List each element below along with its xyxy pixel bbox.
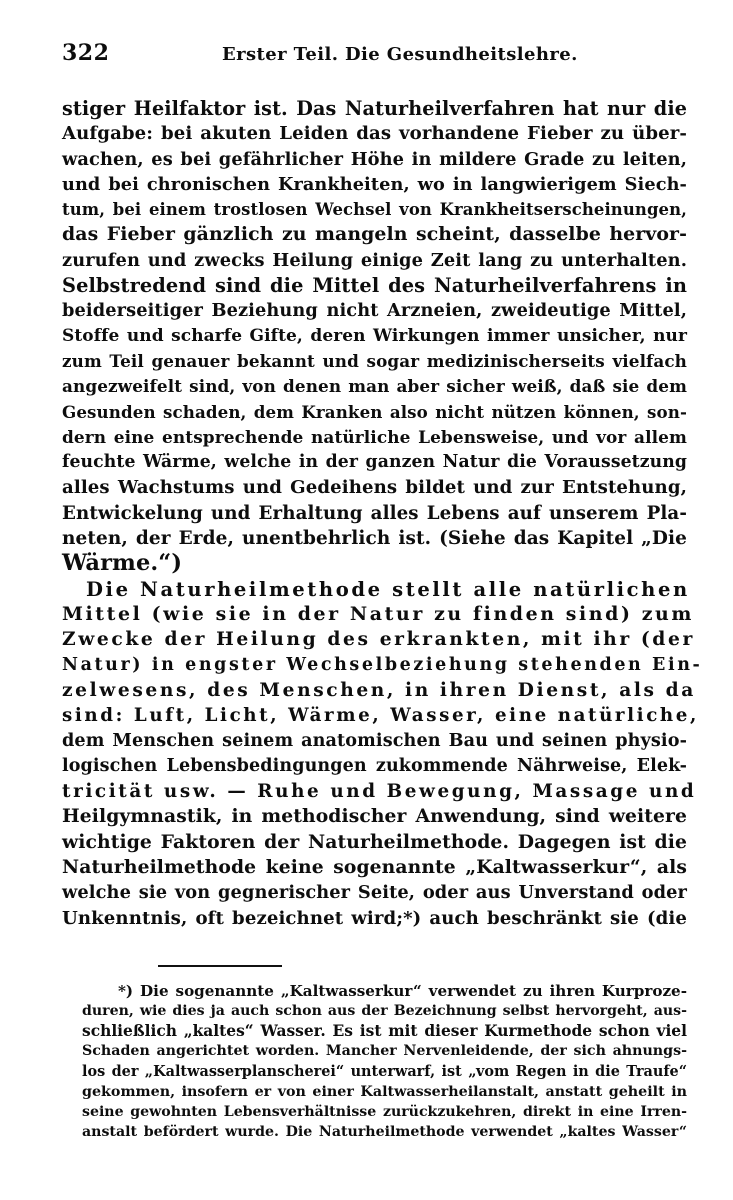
footnote-separator bbox=[158, 965, 282, 967]
footnote-line: duren, wie dies ja auch schon aus der Bezeichnung selbst hervorgeht, aus- bbox=[82, 1002, 687, 1019]
text-line: beiderseitiger Beziehung nicht Arzneien, zweideutige Mittel, bbox=[62, 300, 687, 322]
text-line: wachen, es bei gefährlicher Höhe in mildere Grade zu leiten, bbox=[62, 148, 687, 170]
text-line: feuchte Wärme, welche in der ganzen Natur die Voraussetzung bbox=[62, 452, 687, 473]
text-line: tricität usw. — Ruhe und Bewegung, Massage und bbox=[62, 781, 697, 803]
text-line: angezweifelt sind, von denen man aber sicher weiß, daß sie dem bbox=[62, 376, 687, 397]
footnote bbox=[62, 981, 687, 1143]
text-line: neten, der Erde, unentbehrlich ist. (Siehe das Kapitel „Die bbox=[62, 528, 687, 550]
text-line: das Fieber gänzlich zu mangeln scheint, dasselbe hervor- bbox=[62, 223, 687, 246]
text-line: dern eine entsprechende natürliche Lebensweise, und vor allem bbox=[62, 426, 687, 447]
text-line: Aufgabe: bei akuten Leiden das vorhandene Fieber zu über- bbox=[62, 123, 687, 145]
body-text bbox=[62, 96, 703, 931]
text-line: Stoffe und scharfe Gifte, deren Wirkungen immer unsicher, nur bbox=[62, 325, 687, 346]
text-line: zum Teil genauer bekannt und sogar medizinischerseits vielfach bbox=[62, 350, 687, 371]
text-line: Natur) in engster Wechselbeziehung stehenden Ein- bbox=[62, 654, 703, 675]
footnote-line: anstalt befördert wurde. Die Naturheilmethode verwendet „kaltes Wasser“ bbox=[82, 1124, 687, 1141]
text-line: sind: Luft, Licht, Wärme, Wasser, eine natürliche, bbox=[62, 705, 699, 727]
page-header bbox=[62, 40, 687, 80]
footnote-line: schließlich „kaltes“ Wasser. Es ist mit dieser Kurmethode schon viel bbox=[82, 1021, 687, 1041]
text-line: Mittel (wie sie in der Natur zu finden sind) zum bbox=[62, 602, 694, 625]
text-line: welche sie von gegnerischer Seite, oder aus Unverstand oder bbox=[62, 882, 687, 904]
text-line: zurufen und zwecks Heilung einige Zeit lang zu unterhalten. bbox=[62, 249, 687, 271]
text-line: und bei chronischen Krankheiten, wo in langwierigem Siech- bbox=[62, 173, 687, 195]
text-line: stiger Heilfaktor ist. Das Naturheilverfahren hat nur die bbox=[62, 97, 687, 120]
footnote-line: los der „Kaltwasserplanscherei“ unterwarf, ist „vom Regen in die Traufe“ bbox=[82, 1062, 687, 1080]
running-head: Erster Teil. Die Gesundheitslehre. bbox=[222, 44, 578, 65]
text-line: Die Naturheilmethode stellt alle natürlichen bbox=[86, 577, 690, 601]
text-line: alles Wachstums und Gedeihens bildet und zur Entstehung, bbox=[62, 477, 687, 499]
page-number: 322 bbox=[62, 40, 110, 66]
footnote-line: seine gewohnten Lebensverhältnisse zurückzukehren, direkt in eine Irren- bbox=[82, 1103, 687, 1120]
text-line: Entwickelung und Erhaltung alles Lebens auf unserem Pla- bbox=[62, 502, 687, 524]
text-line: Naturheilmethode keine sogenannte „Kaltwasserkur“, als bbox=[62, 855, 687, 878]
text-line: dem Menschen seinem anatomischen Bau und seinen physio- bbox=[62, 730, 687, 752]
footnote-line: gekommen, insofern er von einer Kaltwasserheilanstalt, anstatt geheilt in bbox=[82, 1083, 687, 1100]
text-line: tum, bei einem trostlosen Wechsel von Krankheitserscheinungen, bbox=[62, 200, 687, 220]
footnote-line: Schaden angerichtet worden. Mancher Nervenleidende, der sich ahnungs- bbox=[82, 1043, 687, 1060]
text-line: zelwesens, des Menschen, in ihren Dienst, als da bbox=[62, 679, 696, 701]
text-line: Wärme.“) bbox=[62, 550, 183, 577]
footnote-line: *) Die sogenannte „Kaltwasserkur“ verwendet zu ihren Kurproze- bbox=[118, 981, 687, 1000]
text-line: Zwecke der Heilung des erkrankten, mit ihr (der bbox=[62, 628, 695, 651]
text-line: Unkenntnis, oft bezeichnet wird;*) auch beschränkt sie (die bbox=[62, 907, 687, 929]
text-line: Selbstredend sind die Mittel des Naturheilverfahrens in bbox=[62, 274, 687, 298]
text-line: Gesunden schaden, dem Kranken also nicht nützen können, son- bbox=[62, 401, 687, 422]
text-line: wichtige Faktoren der Naturheilmethode. Dagegen ist die bbox=[62, 830, 687, 853]
text-line: Heilgymnastik, in methodischer Anwendung, sind weitere bbox=[62, 805, 687, 828]
text-line: logischen Lebensbedingungen zukommende Nährweise, Elek- bbox=[62, 755, 687, 776]
